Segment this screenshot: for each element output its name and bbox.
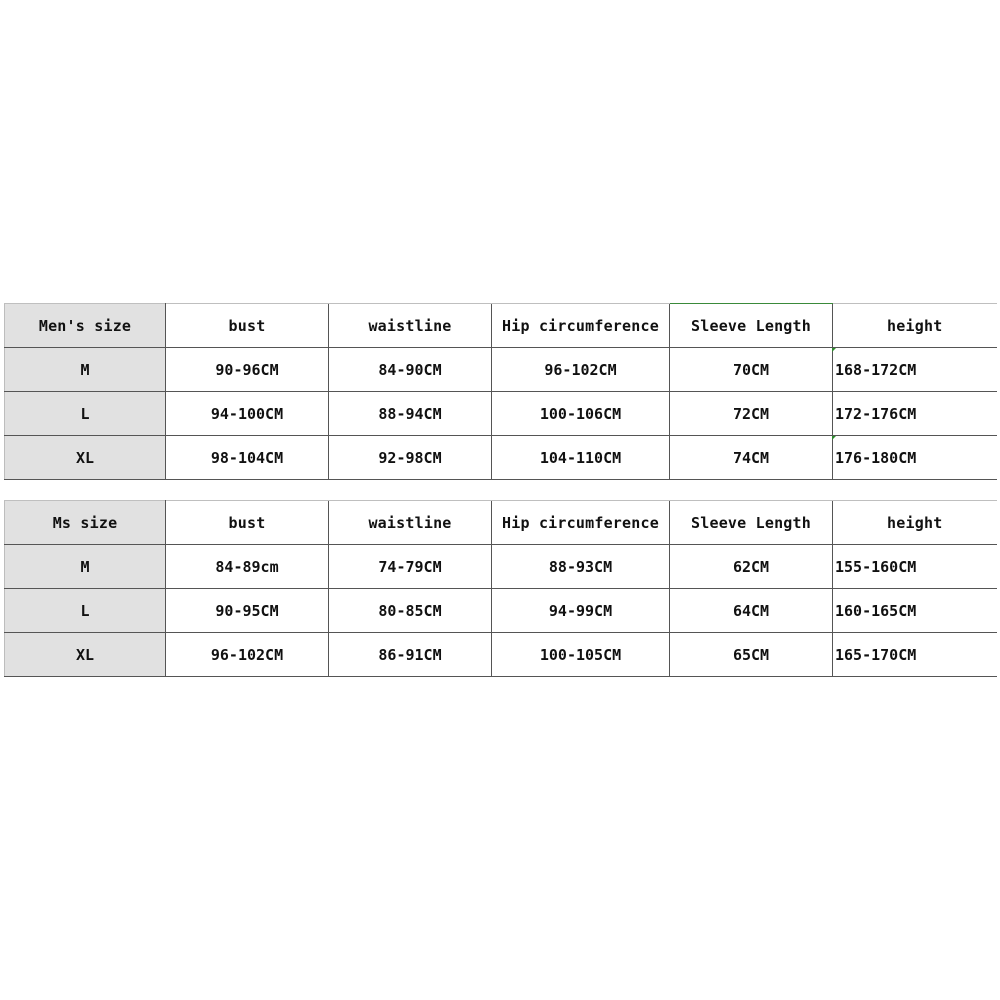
- waistline-cell: 84-90CM: [329, 348, 492, 392]
- table-row: [5, 545, 997, 589]
- hip-cell: 104-110CM: [492, 436, 670, 480]
- women-size-table: [4, 500, 997, 677]
- height-cell: 168-172CM: [833, 348, 997, 392]
- bust-cell: 84-89cm: [166, 545, 329, 589]
- waistline-cell: 80-85CM: [329, 589, 492, 633]
- height-cell: 172-176CM: [833, 392, 997, 436]
- header-height: height: [833, 304, 997, 348]
- waistline-cell: 86-91CM: [329, 633, 492, 677]
- sleeve-cell: 72CM: [670, 392, 833, 436]
- height-cell: 155-160CM: [833, 545, 997, 589]
- table-row: [5, 633, 997, 677]
- header-hip-circumference: Hip circumference: [492, 304, 670, 348]
- size-cell: L: [5, 392, 166, 436]
- header-bust: bust: [166, 304, 329, 348]
- header-size: Men's size: [5, 304, 166, 348]
- table-row: [5, 436, 997, 480]
- sleeve-cell: 74CM: [670, 436, 833, 480]
- bust-cell: 90-95CM: [166, 589, 329, 633]
- bust-cell: 94-100CM: [166, 392, 329, 436]
- header-sleeve-length: Sleeve Length: [670, 304, 833, 348]
- sleeve-cell: 65CM: [670, 633, 833, 677]
- height-cell: 160-165CM: [833, 589, 997, 633]
- sleeve-cell: 64CM: [670, 589, 833, 633]
- size-cell: L: [5, 589, 166, 633]
- hip-cell: 100-106CM: [492, 392, 670, 436]
- hip-cell: 94-99CM: [492, 589, 670, 633]
- height-cell: 176-180CM: [833, 436, 997, 480]
- header-waistline: waistline: [329, 501, 492, 545]
- header-size: Ms size: [5, 501, 166, 545]
- table-row: [5, 589, 997, 633]
- header-waistline: waistline: [329, 304, 492, 348]
- bust-cell: 96-102CM: [166, 633, 329, 677]
- header-height: height: [833, 501, 997, 545]
- table-row: [5, 348, 997, 392]
- waistline-cell: 88-94CM: [329, 392, 492, 436]
- sleeve-cell: 62CM: [670, 545, 833, 589]
- bust-cell: 98-104CM: [166, 436, 329, 480]
- cell-marker-icon: [832, 436, 836, 440]
- men-size-table: [4, 303, 997, 480]
- table-header-row: [5, 501, 997, 545]
- size-cell: M: [5, 545, 166, 589]
- waistline-cell: 74-79CM: [329, 545, 492, 589]
- hip-cell: 88-93CM: [492, 545, 670, 589]
- cell-marker-icon: [832, 348, 836, 352]
- size-cell: M: [5, 348, 166, 392]
- size-cell: XL: [5, 633, 166, 677]
- header-hip-circumference: Hip circumference: [492, 501, 670, 545]
- header-sleeve-length: Sleeve Length: [670, 501, 833, 545]
- height-cell: 165-170CM: [833, 633, 997, 677]
- bust-cell: 90-96CM: [166, 348, 329, 392]
- header-bust: bust: [166, 501, 329, 545]
- size-cell: XL: [5, 436, 166, 480]
- hip-cell: 96-102CM: [492, 348, 670, 392]
- waistline-cell: 92-98CM: [329, 436, 492, 480]
- table-row: [5, 392, 997, 436]
- table-header-row: [5, 304, 997, 348]
- sleeve-cell: 70CM: [670, 348, 833, 392]
- hip-cell: 100-105CM: [492, 633, 670, 677]
